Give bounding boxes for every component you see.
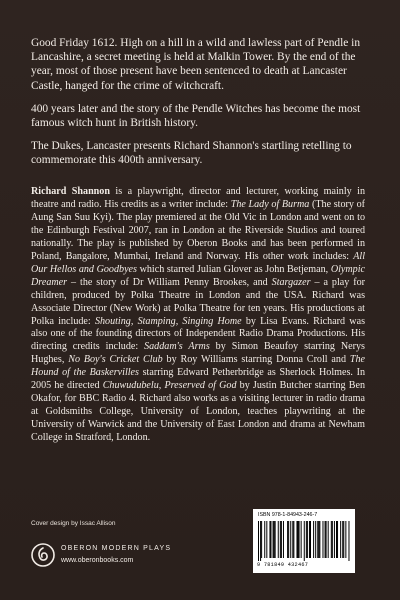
barcode-bar xyxy=(273,521,274,558)
barcode-bar xyxy=(260,521,261,561)
publisher-name: OBERON MODERN PLAYS xyxy=(61,545,172,552)
barcode-bar xyxy=(322,521,323,558)
isbn-label: ISBN 978-1-84943-246-7 xyxy=(258,512,318,518)
author-biography xyxy=(31,186,365,445)
barcode-bar xyxy=(325,521,326,558)
barcode-bar xyxy=(293,521,294,558)
bio-text: by Lisa Evans. Richard was also one of the founding directors of Independent Radio Drama Productions. His directing credits include: xyxy=(31,315,365,353)
barcode-bar xyxy=(332,521,333,558)
barcode-bar xyxy=(274,521,275,558)
barcode-bar xyxy=(296,521,297,558)
barcode-bar xyxy=(307,521,308,558)
work-title: Chuwudubelu, Preserved of God xyxy=(102,380,237,392)
bio-text: is a playwright, director and lecturer, working mainly in theatre and radio. His credits as a writer include: xyxy=(31,186,365,210)
barcode-bar xyxy=(306,521,307,558)
barcode-bar xyxy=(258,521,259,561)
barcode-bar xyxy=(299,521,300,558)
barcode-bars xyxy=(258,521,350,561)
bio-text: – a play for children, produced by Polka Theatre in London and the USA. Richard was Associate Director (New Work) at Polka Theatre for ten years. His productions at Polka include: xyxy=(31,276,365,327)
bio-text: by Justin Butcher starring Ben Okafor, for BBC Radio 4. Richard also works as a visiting lecturer in radio drama at Goldsmiths College, University of London, teaches playwriting at the University of Warwick and the University of East London and drama at Newham College in Stratford, London. xyxy=(31,380,365,444)
barcode-bar xyxy=(288,521,289,558)
work-title: The Hound of the Baskervilles xyxy=(31,354,365,379)
barcode-bar xyxy=(342,521,343,558)
work-title: Olympic Dreamer xyxy=(31,263,366,288)
work-title: Shouting, Stamping, Singing Home xyxy=(94,315,242,327)
work-title: The Lady of Burma xyxy=(230,198,310,210)
barcode-bar xyxy=(304,521,305,561)
blurb-paragraph-2: 400 years later and the story of the Pendle Witches has become the most famous witch hunt in British history. xyxy=(31,102,361,130)
bio-text: – the story of Dr William Penny Brookes, and xyxy=(67,276,272,288)
barcode-bar xyxy=(334,521,335,558)
bio-text: by Roy Williams starring Donna Croll and xyxy=(162,354,350,366)
barcode-bar xyxy=(283,521,284,558)
barcode-bar xyxy=(275,521,276,558)
work-title: All Our Hellos and Goodbyes xyxy=(31,250,365,275)
barcode-bar xyxy=(331,521,332,558)
barcode-bar xyxy=(348,521,349,561)
barcode-bar xyxy=(270,521,271,558)
work-title: No Boy's Cricket Club xyxy=(68,354,163,366)
author-name: Richard Shannon xyxy=(31,186,110,197)
publisher-block xyxy=(31,541,181,571)
bio-text: by Simon Beaufoy starring Nerys Hughes, xyxy=(31,341,365,366)
publisher-url: www.oberonbooks.com xyxy=(61,557,134,564)
bio-text: starring Edward Petherbridge as Sherlock Holmes. In 2005 he directed xyxy=(31,367,365,392)
barcode-bar xyxy=(281,521,282,558)
barcode-bar xyxy=(319,521,320,558)
barcode-bar xyxy=(261,521,262,558)
barcode-bar xyxy=(280,521,281,558)
barcode-bar xyxy=(264,521,265,558)
barcode-bar xyxy=(298,521,299,558)
barcode-bar xyxy=(343,521,344,558)
barcode-bar xyxy=(340,521,341,558)
barcode-bar xyxy=(337,521,338,558)
bio-text: which starred Julian Glover as John Betjeman, xyxy=(136,263,331,275)
barcode-bar xyxy=(266,521,267,558)
barcode-bar xyxy=(269,521,270,558)
barcode-bar xyxy=(278,521,279,558)
barcode-bar xyxy=(345,521,346,558)
bio-text: (The story of Aung San Suu Kyi). The play premiered at the Old Vic in London and went on to the Edinburgh Festival 2007, ran in London at the Riverside Studios and toured nationally. The play is published by Oberon Books and has been performed in Poland, Bangalore, Mumbai, Ireland and Norway. His other work includes: xyxy=(31,198,365,262)
barcode-bar xyxy=(328,521,329,558)
barcode-bar xyxy=(315,521,316,558)
work-title: Stargazer xyxy=(271,276,311,288)
barcode-bar xyxy=(336,521,337,558)
barcode-bar xyxy=(309,521,310,558)
blurb-paragraph-3: The Dukes, Lancaster presents Richard Shannon's startling retelling to commemorate this 400th anniversary. xyxy=(31,140,352,167)
barcode xyxy=(253,509,355,573)
oberon-logo-icon xyxy=(31,543,55,567)
barcode-digits: 9 781849 432467 xyxy=(257,562,309,568)
barcode-bar xyxy=(292,521,293,558)
barcode-bar xyxy=(318,521,319,558)
cover-credit: Cover design by Issac Allison xyxy=(31,520,116,527)
barcode-bar xyxy=(287,521,288,558)
barcode-bar xyxy=(313,521,314,558)
barcode-bar xyxy=(317,521,318,558)
blurb xyxy=(31,36,365,177)
barcode-bar xyxy=(310,521,311,558)
barcode-bar xyxy=(326,521,327,558)
barcode-bar xyxy=(301,521,302,558)
barcode-bar xyxy=(290,521,291,558)
work-title: Saddam's Arms xyxy=(144,341,210,353)
blurb-paragraph-1: Good Friday 1612. High on a hill in a wild and lawless part of Pendle in Lancashire, a secret meeting is held at Malkin Tower. By the end of the year, most of those present have been sentenced to death at Lancaster Castle, hanged for the crime of witchcraft. xyxy=(31,37,361,92)
